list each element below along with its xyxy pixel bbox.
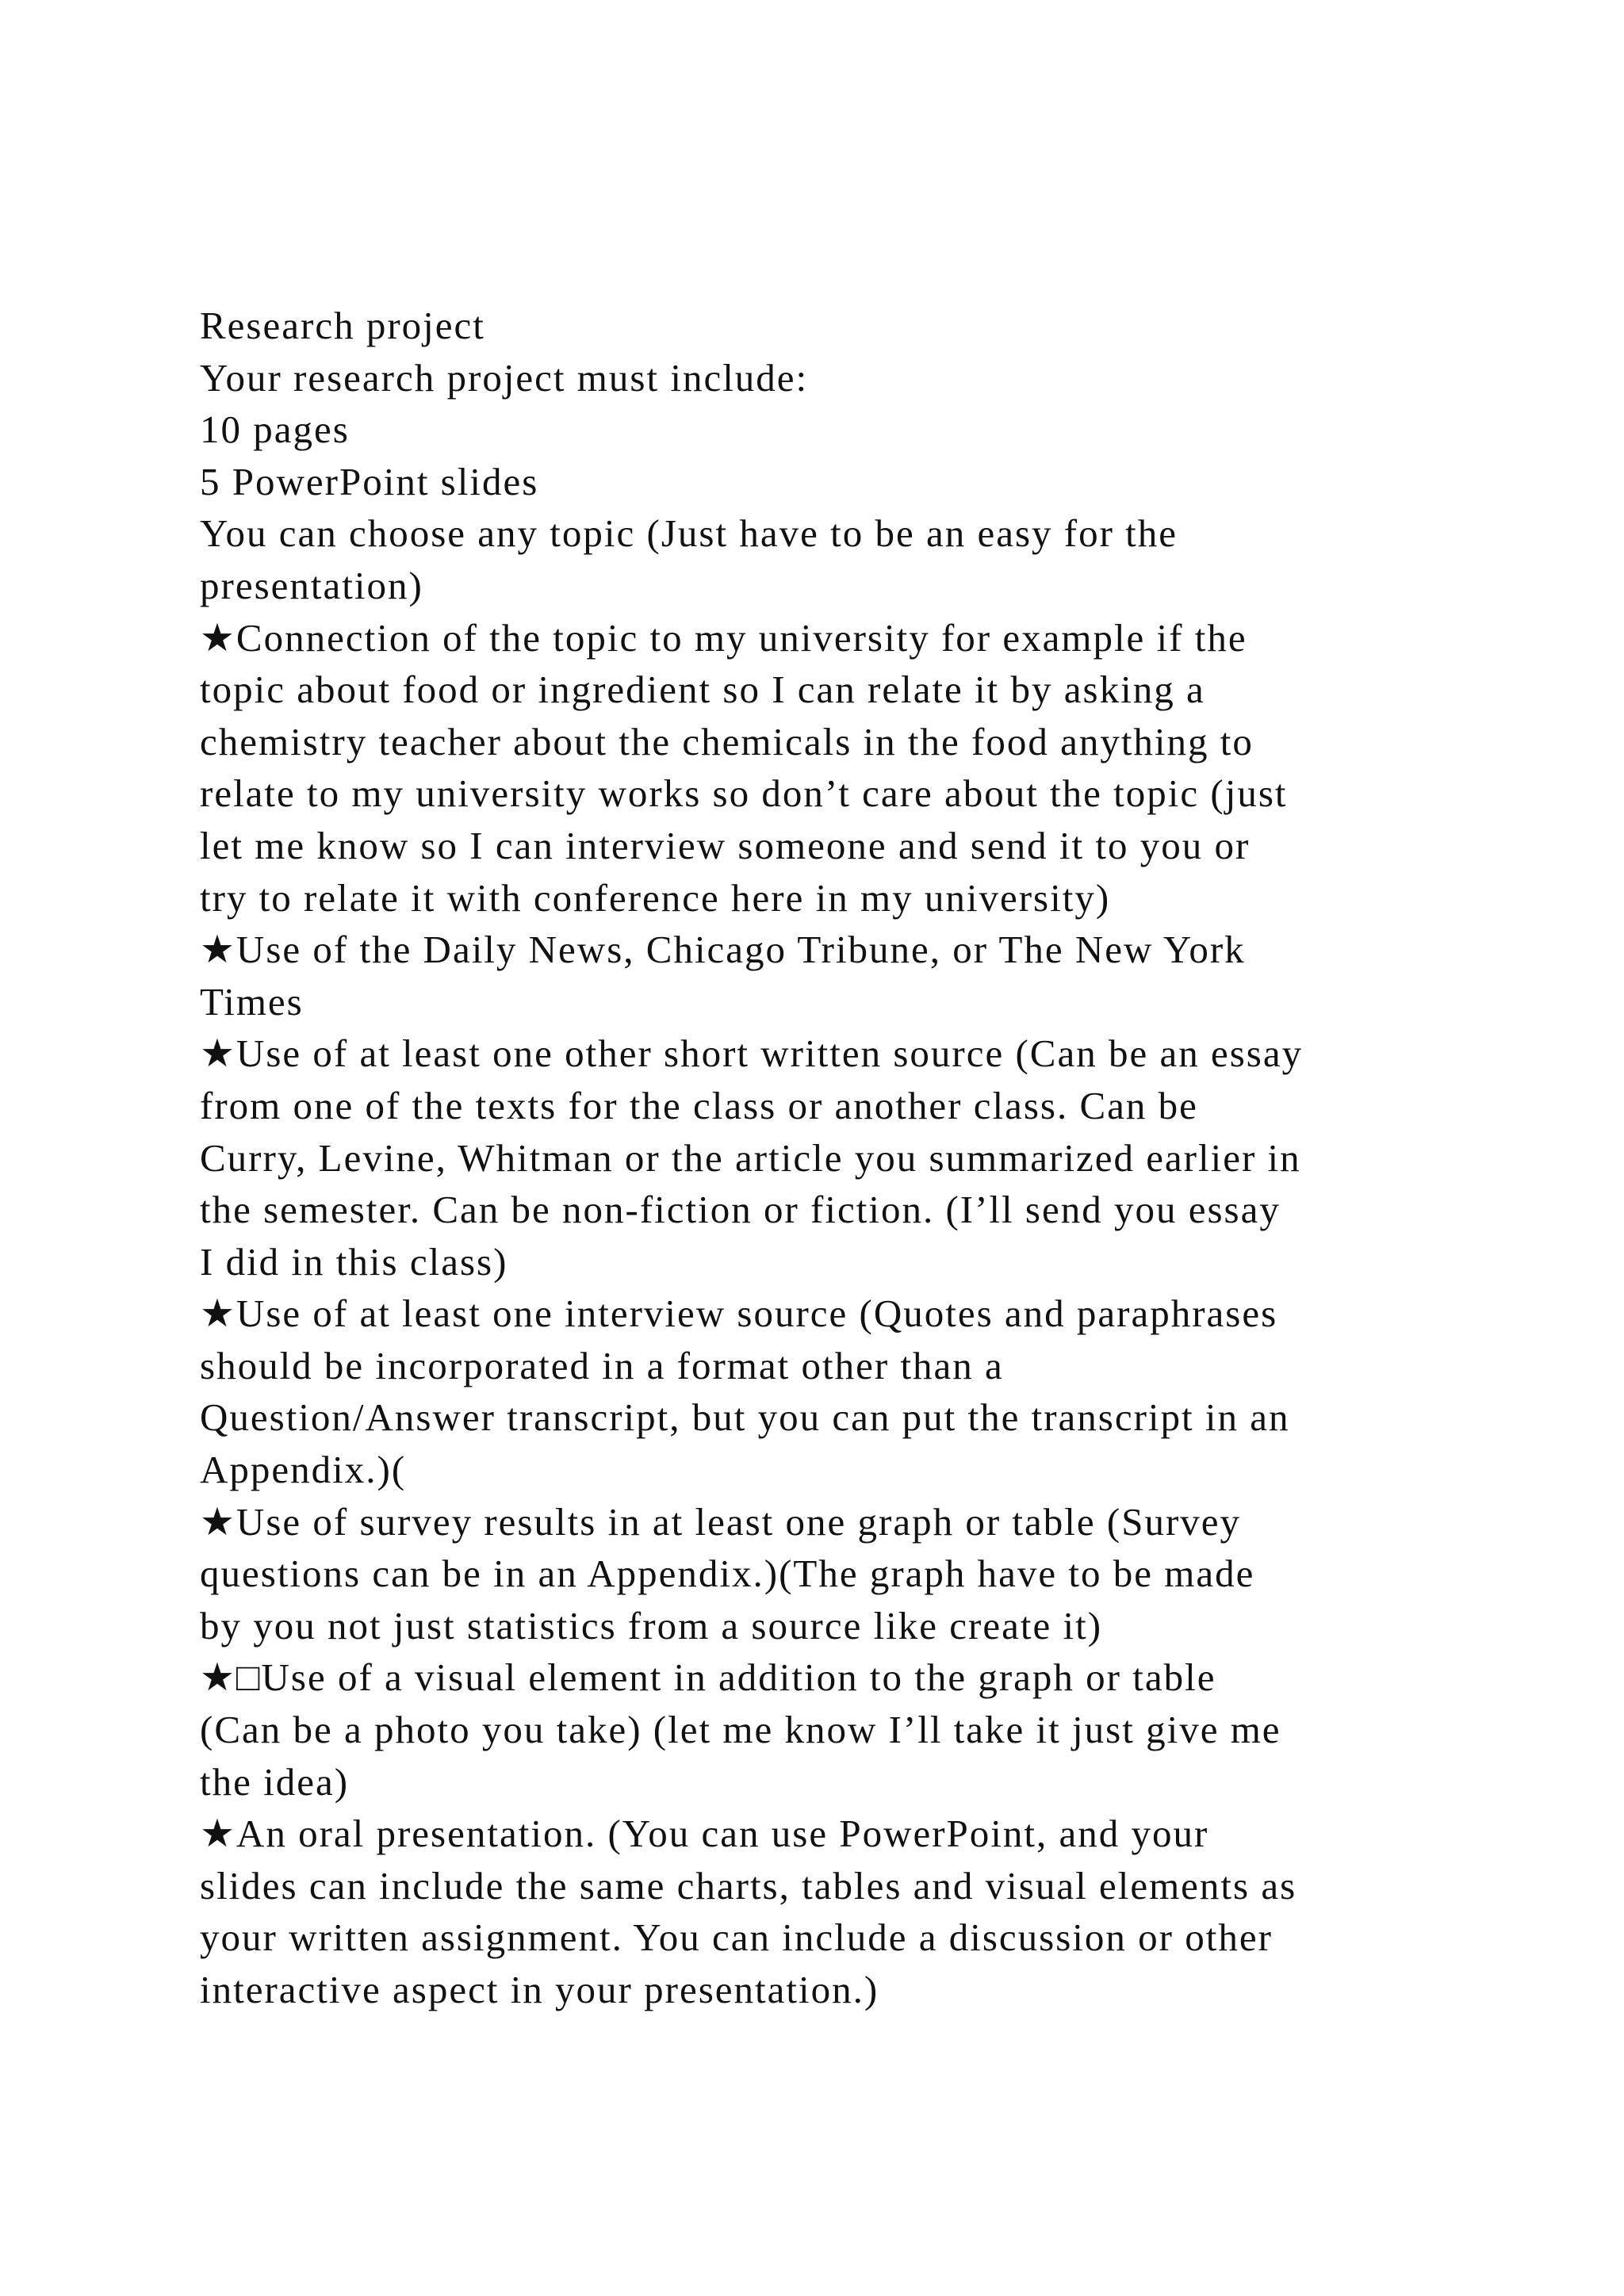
bullet-connection-line: chemistry teacher about the chemicals in the food anything to — [200, 719, 1254, 763]
bullet-presentation-line: slides can include the same charts, tables and visual elements as — [200, 1863, 1297, 1908]
requirement-slides: 5 PowerPoint slides — [200, 459, 539, 503]
bullet-written-source-line: from one of the texts for the class or another class. Can be — [200, 1083, 1198, 1127]
topic-choice-line: presentation) — [200, 563, 423, 607]
bullet-connection-line: relate to my university works so don’t care about the topic (just — [200, 771, 1288, 816]
bullet-connection-line: topic about food or ingredient so I can relate it by asking a — [200, 668, 1205, 712]
bullet-visual-line: ★□Use of a visual element in addition to the graph or table — [200, 1655, 1216, 1700]
bullet-newspaper-line: ★Use of the Daily News, Chicago Tribune, or The New York — [200, 928, 1246, 972]
bullet-newspaper-line: Times — [200, 979, 304, 1024]
bullet-written-source-line: ★Use of at least one other short written source (Can be an essay — [200, 1031, 1304, 1076]
bullet-interview-line: should be incorporated in a format other than a — [200, 1343, 1004, 1387]
requirements-intro: Your research project must include: — [200, 355, 809, 400]
bullet-visual-line: the idea) — [200, 1759, 350, 1804]
document-body — [200, 300, 1484, 2016]
requirement-pages: 10 pages — [200, 408, 350, 452]
bullet-written-source-line: the semester. Can be non-fiction or fiction. (I’ll send you essay — [200, 1188, 1281, 1232]
bullet-interview-line: Appendix.)( — [200, 1448, 407, 1492]
bullet-interview-line: Question/Answer transcript, but you can put the transcript in an — [200, 1395, 1290, 1440]
bullet-written-source-line: Curry, Levine, Whitman or the article you summarized earlier in — [200, 1135, 1301, 1180]
bullet-interview-line: ★Use of at least one interview source (Quotes and paraphrases — [200, 1292, 1278, 1336]
bullet-written-source-line: I did in this class) — [200, 1239, 508, 1284]
document-title: Research project — [200, 304, 485, 347]
bullet-connection-line: try to relate it with conference here in my university) — [200, 875, 1111, 920]
bullet-survey-line: questions can be in an Appendix.)(The graph have to be made — [200, 1552, 1255, 1596]
bullet-presentation-line: ★An oral presentation. (You can use PowerPoint, and your — [200, 1812, 1209, 1856]
bullet-survey-line: by you not just statistics from a source like create it) — [200, 1603, 1103, 1647]
topic-choice-line: You can choose any topic (Just have to be an easy for the — [200, 511, 1178, 556]
bullet-survey-line: ★Use of survey results in at least one graph or table (Survey — [200, 1499, 1242, 1544]
bullet-presentation-line: interactive aspect in your presentation.) — [200, 1968, 879, 2011]
bullet-presentation-line: your written assignment. You can include a discussion or other — [200, 1915, 1273, 1960]
bullet-visual-line: (Can be a photo you take) (let me know I’ll take it just give me — [200, 1708, 1281, 1752]
bullet-connection-line: ★Connection of the topic to my university for example if the — [200, 615, 1247, 660]
bullet-connection-line: let me know so I can interview someone and send it to you or — [200, 823, 1251, 867]
